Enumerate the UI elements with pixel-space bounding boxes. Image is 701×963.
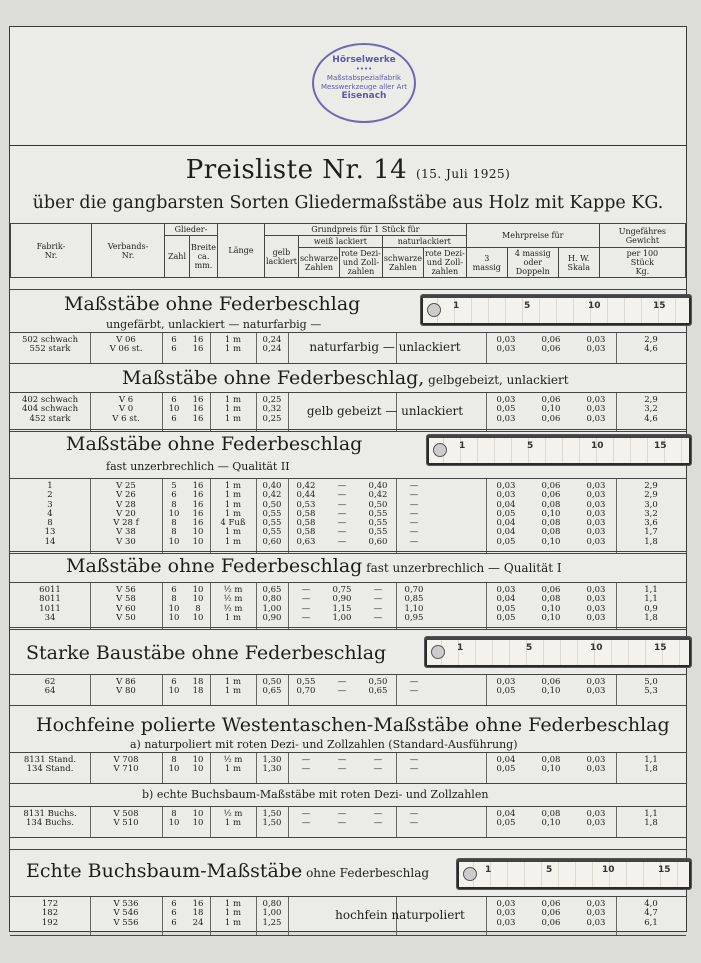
ruler-number: 5 — [546, 865, 553, 875]
cell-r2: — — — — — — — — [409, 481, 419, 547]
cell-gelb: 0,25 0,32 0,25 — [262, 395, 282, 424]
cell-fabrik: 62 64 — [44, 677, 56, 697]
cell-m4: 0,06 0,10 — [541, 677, 561, 697]
cell-hw: 0,03 0,03 — [586, 677, 606, 697]
company-stamp — [312, 43, 416, 123]
cell-m4: 0,06 0,06 0,08 0,10 0,08 0,08 0,10 — [541, 481, 561, 547]
cell-m4: 0,08 0,10 — [541, 755, 561, 775]
cell-m3: 0,03 0,03 0,03 — [496, 899, 516, 928]
section-6 — [10, 705, 686, 781]
page-subtitle: über die gangbarsten Sorten Gliedermaßstäbe aus Holz mit Kappe KG. — [32, 193, 664, 213]
cell-s2: — — — [373, 755, 383, 775]
section-title — [36, 714, 670, 736]
cell-r2: — — — [409, 755, 419, 775]
cell-breite: 16 18 24 — [192, 899, 204, 928]
cell-gelb: 1,30 1,30 — [262, 755, 282, 775]
cell-breite: 16 16 16 16 16 10 10 — [192, 481, 204, 547]
col-verband: Verbands- Nr. — [92, 224, 165, 278]
section-title-text: Hochfeine polierte Westentaschen-Maßstäbe ohne Federbeschlag — [36, 714, 670, 736]
cell-gelb: 1,50 1,50 — [262, 809, 282, 829]
section-title — [66, 433, 362, 455]
section-title-text: Maßstäbe ohne Federbeschlag — [66, 433, 363, 455]
col-grundpreis: Grundpreis für 1 Stück für — [264, 224, 466, 236]
section-4 — [10, 551, 686, 627]
cell-s2: 0,40 0,42 0,50 0,55 0,55 0,55 0,60 — [368, 481, 388, 547]
cell-laenge: 1 m 1 m 1 m 1 m 4 Fuß 1 m 1 m — [220, 481, 246, 547]
cell-verband: V 56 V 58 V 60 V 50 — [116, 585, 136, 623]
cell-fabrik: 172 182 192 — [41, 899, 59, 928]
cell-breite: 10 10 — [192, 755, 204, 775]
ruler-number: 5 — [527, 441, 534, 451]
title-main: Preisliste Nr. 14 — [185, 155, 408, 185]
cell-m3: 0,03 0,05 — [496, 677, 516, 697]
folding-ruler-image — [420, 294, 692, 326]
cell-laenge: 1 m 1 m — [224, 335, 242, 355]
cell-laenge: ½ m 1 m — [223, 809, 243, 829]
cell-verband: V 708 V 710 — [113, 755, 139, 775]
section-subtitle: a) naturpoliert mit roten Dezi- und Zollzahlen (Standard-Ausführung) — [130, 738, 518, 751]
section-note: naturfarbig — unlackiert — [309, 340, 461, 355]
ruler-number: 5 — [526, 643, 533, 653]
cell-laenge: ½ m ½ m ½ m 1 m — [223, 585, 243, 623]
cell-kg: 2,9 3,2 4,6 — [644, 395, 658, 424]
cell-verband: V 536 V 546 V 556 — [113, 899, 139, 928]
section-title — [122, 367, 569, 389]
column-header — [10, 223, 686, 278]
col-fabrik: Fabrik- Nr. — [11, 224, 92, 278]
cell-kg: 5,0 5,3 — [644, 677, 658, 697]
section-rows — [10, 392, 686, 432]
cell-kg: 1,1 1,1 0,9 1,8 — [644, 585, 658, 623]
cell-hw: 0,03 0,03 0,03 — [586, 395, 606, 424]
section-title-text: Starke Baustäbe ohne Federbeschlag — [26, 642, 387, 664]
cell-r1: — — — — — — — — [337, 481, 347, 547]
section-title-text: Maßstäbe ohne Federbeschlag, — [122, 367, 425, 389]
cell-gelb: 0,65 0,80 1,00 0,90 — [262, 585, 282, 623]
cell-laenge: 1 m 1 m — [224, 677, 242, 697]
cell-fabrik: 502 schwach 552 stark — [21, 335, 79, 355]
cell-s2: — — — — — [373, 585, 383, 623]
section-rows — [10, 896, 686, 936]
cell-verband: V 06 V 06 st. — [109, 335, 143, 355]
section-rows — [10, 752, 686, 784]
cell-s2: — — — [373, 809, 383, 829]
col-schwarze1: schwarze Zahlen — [298, 248, 339, 278]
section-rows — [10, 582, 686, 630]
cell-hw: 0,03 0,03 — [586, 755, 606, 775]
cell-kg: 4,0 4,7 6,1 — [644, 899, 658, 928]
section-title-text: Echte Buchsbaum-Maßstäbe — [26, 860, 303, 882]
col-m4: 4 massig oder Doppeln — [507, 248, 558, 278]
cell-breite: 16 16 16 — [192, 395, 204, 424]
stamp-line1: Hörselwerke — [332, 55, 396, 65]
cell-m4: 0,06 0,10 0,06 — [541, 395, 561, 424]
cell-m3: 0,03 0,03 — [496, 335, 516, 355]
cell-m4: 0,06 0,06 — [541, 335, 561, 355]
cell-r1: — — — [337, 755, 347, 775]
cell-verband: V 25 V 26 V 28 V 20 V 28 f V 38 V 30 — [113, 481, 139, 547]
cell-fabrik: 1 2 3 4 8 13 14 — [44, 481, 56, 547]
section-subtitle-inline: fast unzerbrechlich — Qualität I — [362, 561, 562, 575]
cell-m3: 0,03 0,03 0,04 0,05 0,04 0,04 0,05 — [496, 481, 516, 547]
col-breite: Breite ca. mm. — [190, 236, 218, 278]
cell-hw: 0,03 0,03 0,03 — [586, 899, 606, 928]
section-subtitle: b) echte Buchsbaum-Maßstäbe mit roten Dezi- und Zollzahlen — [142, 788, 489, 801]
section-title — [26, 642, 386, 664]
price-list-sheet — [9, 26, 687, 932]
ruler-number: 15 — [658, 865, 671, 875]
cell-zahl: 6 10 — [168, 677, 180, 697]
cell-s1: — — — [301, 755, 311, 775]
cell-breite: 10 10 — [192, 809, 204, 829]
section-8 — [10, 849, 686, 933]
ruler-number: 15 — [654, 441, 667, 451]
cell-gelb: 0,50 0,65 — [262, 677, 282, 697]
folding-ruler-image — [424, 636, 692, 668]
cell-s1: — — — [301, 809, 311, 829]
section-title-text: Maßstäbe ohne Federbeschlag — [64, 293, 361, 315]
cell-hw: 0,03 0,03 0,03 0,03 0,03 0,03 0,03 — [586, 481, 606, 547]
col-m3: 3 massig — [466, 248, 507, 278]
ruler-number: 15 — [654, 643, 667, 653]
cell-kg: 2,9 4,6 — [644, 335, 658, 355]
cell-kg: 1,1 1,8 — [644, 755, 658, 775]
col-natur: naturlackiert — [382, 236, 466, 248]
section-title — [66, 555, 562, 577]
col-schwarze2: schwarze Zahlen — [382, 248, 423, 278]
section-subtitle-inline: ohne Federbeschlag — [302, 866, 430, 880]
section-rows — [10, 332, 686, 364]
cell-zahl: 6 6 — [171, 335, 177, 355]
cell-zahl: 8 10 — [168, 755, 180, 775]
cell-s1: 0,42 0,44 0,53 0,58 0,58 0,58 0,63 — [296, 481, 316, 547]
section-subtitle: fast unzerbrechlich — Qualität II — [106, 460, 290, 473]
col-per100: per 100 Stück Kg. — [599, 248, 685, 278]
cell-kg: 1,1 1,8 — [644, 809, 658, 829]
col-laenge: Länge — [217, 224, 264, 278]
section-title — [26, 860, 429, 882]
section-5 — [10, 627, 686, 703]
cell-verband: V 86 V 80 — [116, 677, 136, 697]
title-date: (15. Juli 1925) — [415, 167, 511, 181]
cell-breite: 16 16 — [192, 335, 204, 355]
cell-r1: — — — [337, 677, 347, 697]
col-mehrpreise: Mehrpreise für — [466, 224, 599, 248]
header-divider — [10, 145, 686, 146]
section-subtitle-inline: gelbgebeizt, unlackiert — [424, 373, 569, 387]
cell-m3: 0,03 0,05 0,03 — [496, 395, 516, 424]
cell-m3: 0,04 0,05 — [496, 809, 516, 829]
ruler-number: 1 — [485, 865, 492, 875]
ruler-number: 10 — [602, 865, 615, 875]
cell-zahl: 6 8 10 10 — [168, 585, 180, 623]
cell-hw: 0,03 0,03 0,03 0,03 — [586, 585, 606, 623]
folding-ruler-image — [426, 434, 692, 466]
col-gelb: gelb lackiert — [264, 236, 298, 278]
ruler-number: 10 — [591, 441, 604, 451]
cell-r1: 0,75 0,90 1,15 1,00 — [332, 585, 352, 623]
cell-m3: 0,04 0,05 — [496, 755, 516, 775]
ruler-number: 1 — [453, 301, 460, 311]
stamp-line4: Eisenach — [341, 91, 387, 101]
ruler-number: 15 — [653, 301, 666, 311]
cell-fabrik: 6011 8011 1011 34 — [39, 585, 61, 623]
stamp-line2: Maßstabspezialfabrik — [326, 74, 402, 82]
cell-verband: V 6 V 0 V 6 st. — [112, 395, 140, 424]
cell-m4: 0,08 0,10 — [541, 809, 561, 829]
cell-gelb: 0,24 0,24 — [262, 335, 282, 355]
cell-zahl: 5 6 8 10 8 8 10 — [168, 481, 180, 547]
cell-breite: 18 18 — [192, 677, 204, 697]
cell-r2: — — — [409, 809, 419, 829]
ruler-number: 10 — [590, 643, 603, 653]
cell-breite: 10 10 8 10 — [192, 585, 204, 623]
stamp-line3: Messwerkzeuge aller Art — [321, 83, 407, 91]
cell-kg: 2,9 2,9 3,0 3,2 3,6 1,7 1,8 — [644, 481, 658, 547]
col-gewicht: Ungefähres Gewicht — [599, 224, 685, 248]
folding-ruler-image — [456, 858, 692, 890]
cell-m3: 0,03 0,04 0,05 0,05 — [496, 585, 516, 623]
cell-m4: 0,06 0,06 0,06 — [541, 899, 561, 928]
stamp-dots: •••• — [355, 65, 373, 73]
col-weiss: weiß lackiert — [298, 236, 382, 248]
section-note: hochfein naturpoliert — [335, 908, 465, 923]
cell-zahl: 6 10 6 — [168, 395, 180, 424]
section-rows — [10, 478, 686, 554]
cell-s1: 0,55 0,70 — [296, 677, 316, 697]
cell-laenge: 1 m 1 m 1 m — [224, 395, 242, 424]
section-rows — [10, 806, 686, 838]
cell-r2: 0,70 0,85 1,10 0,95 — [404, 585, 424, 623]
ruler-number: 10 — [588, 301, 601, 311]
page-title — [10, 155, 686, 185]
ruler-number: 1 — [457, 643, 464, 653]
col-hw: H. W. Skala — [558, 248, 599, 278]
cell-fabrik: 8131 Stand. 134 Stand. — [23, 755, 77, 775]
cell-s2: 0,50 0,65 — [368, 677, 388, 697]
ruler-number: 1 — [459, 441, 466, 451]
section-3 — [10, 429, 686, 551]
cell-verband: V 508 V 510 — [113, 809, 139, 829]
cell-r2: — — — [409, 677, 419, 697]
section-title — [64, 293, 360, 315]
cell-m4: 0,06 0,08 0,10 0,10 — [541, 585, 561, 623]
section-title-text: Maßstäbe ohne Federbeschlag — [66, 555, 363, 577]
cell-zahl: 8 10 — [168, 809, 180, 829]
cell-gelb: 0,40 0,42 0,50 0,55 0,55 0,55 0,60 — [262, 481, 282, 547]
cell-r1: — — — [337, 809, 347, 829]
section-note: gelb gebeizt — unlackiert — [306, 404, 464, 419]
col-rote1: rote Dezi- und Zoll- zahlen — [341, 249, 381, 276]
section-2 — [10, 363, 686, 429]
col-rote2: rote Dezi- und Zoll- zahlen — [425, 249, 465, 276]
cell-fabrik: 402 schwach 404 schwach 452 stark — [21, 395, 79, 424]
cell-gelb: 0,80 1,00 1,25 — [262, 899, 282, 928]
cell-s1: — — — — — [301, 585, 311, 623]
cell-laenge: 1 m 1 m 1 m — [224, 899, 242, 928]
ruler-number: 5 — [524, 301, 531, 311]
cell-zahl: 6 6 6 — [171, 899, 177, 928]
section-rows — [10, 674, 686, 706]
cell-hw: 0,03 0,03 — [586, 335, 606, 355]
cell-laenge: ½ m 1 m — [223, 755, 243, 775]
section-subtitle: ungefärbt, unlackiert — naturfarbig — — [106, 318, 322, 331]
col-glieder: Glieder- — [165, 224, 218, 236]
section-1 — [10, 289, 686, 361]
section-7 — [10, 783, 686, 835]
cell-fabrik: 8131 Buchs. 134 Buchs. — [23, 809, 77, 829]
col-zahl: Zahl — [165, 236, 190, 278]
cell-hw: 0,03 0,03 — [586, 809, 606, 829]
